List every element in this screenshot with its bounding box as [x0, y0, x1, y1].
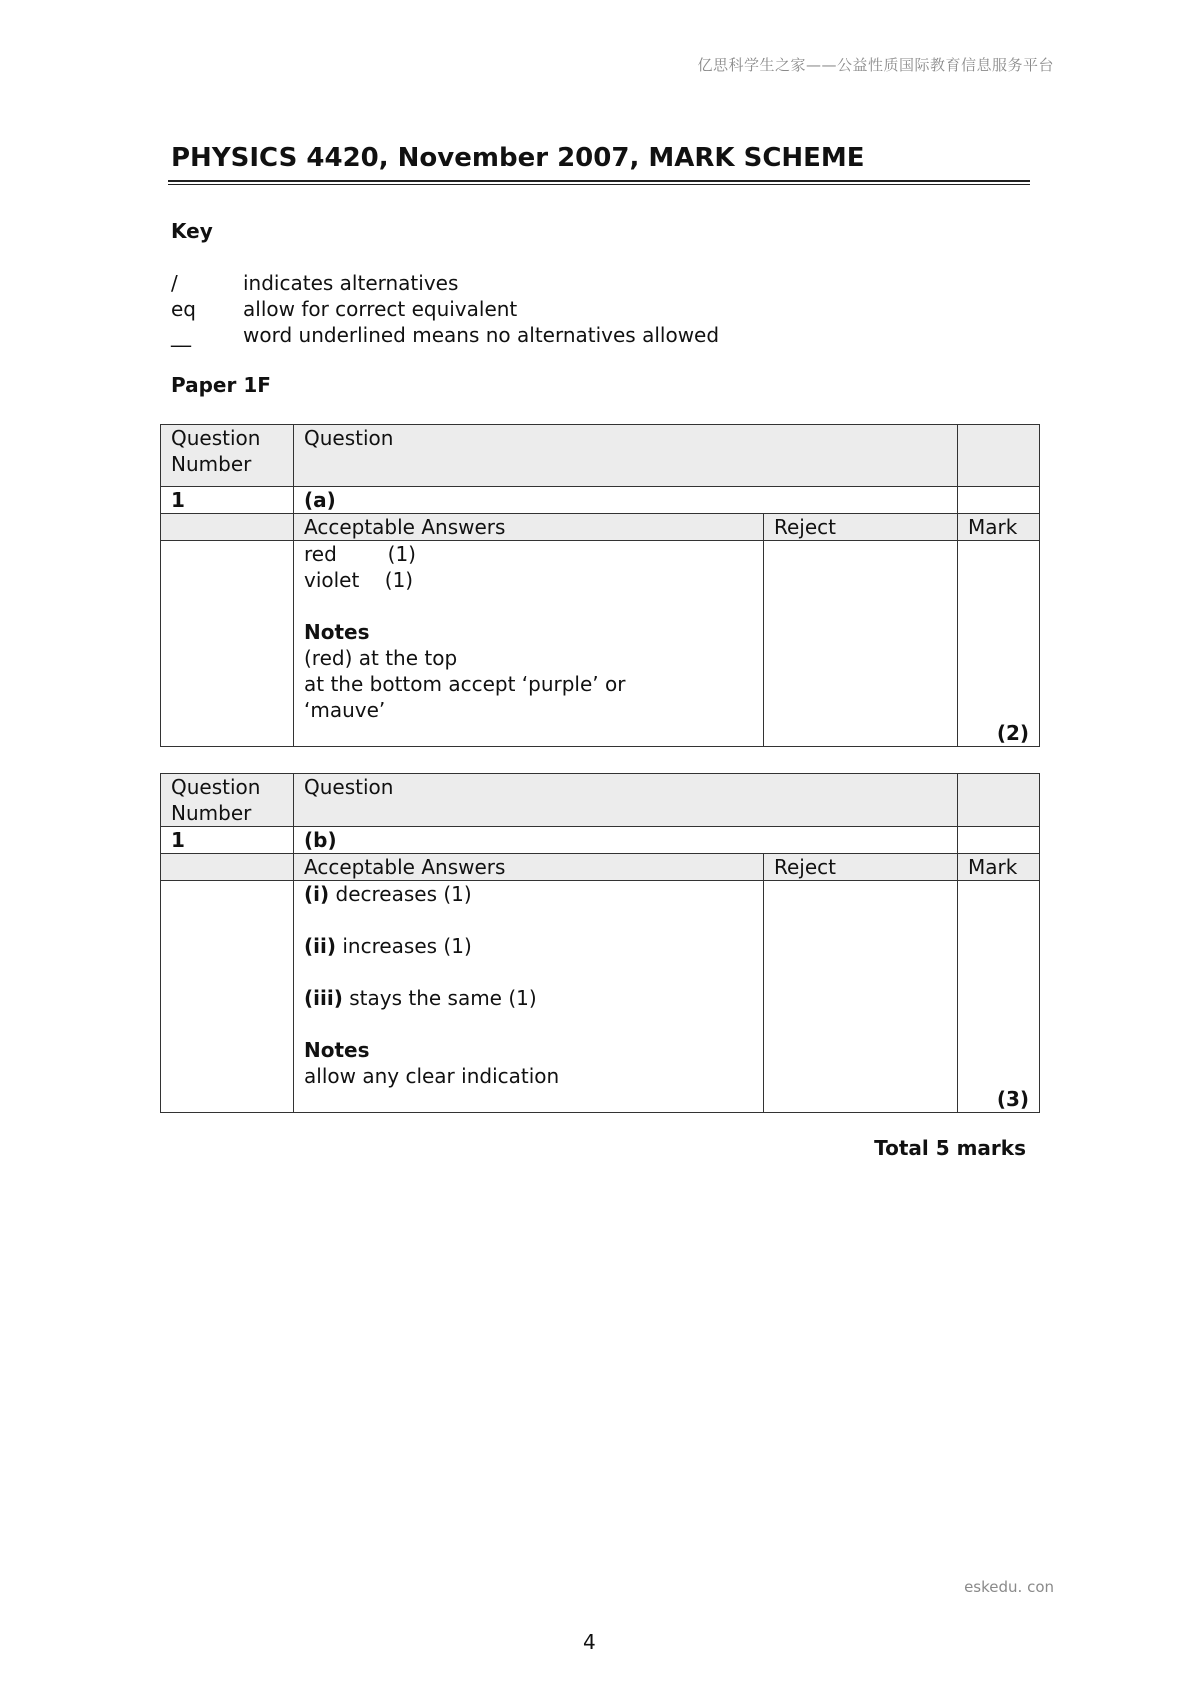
mark-cell [958, 541, 1040, 747]
page-number: 4 [583, 1630, 596, 1654]
answer-line: (i) decreases (1) [304, 882, 472, 906]
notes-label: Notes [304, 620, 370, 644]
key-symbol: eq [171, 297, 196, 321]
question-number-header: Question Number [161, 425, 294, 487]
question-number-header: Question Number [161, 774, 294, 827]
blank-header-cell [958, 774, 1040, 827]
title-rule-thick [168, 180, 1030, 182]
title-rule-thin [168, 184, 1030, 185]
blank-cell [958, 827, 1040, 854]
key-meaning: word underlined means no alternatives allowed [243, 323, 720, 347]
blank-cell [161, 541, 294, 747]
mark-header: Mark [958, 514, 1040, 541]
note-line: ‘mauve’ [304, 698, 386, 722]
answer-line: violet (1) [304, 568, 414, 592]
mark-cell [958, 881, 1040, 1113]
answer-line: (iii) stays the same (1) [304, 986, 537, 1010]
key-list [171, 270, 719, 348]
answers-header-row [161, 514, 1040, 541]
question-part: (a) [294, 487, 958, 514]
blank-cell [161, 854, 294, 881]
page-title: PHYSICS 4420, November 2007, MARK SCHEME [171, 143, 865, 173]
notes-label: Notes [304, 1038, 370, 1062]
reject-cell [764, 541, 958, 747]
acceptable-answers-header: Acceptable Answers [294, 514, 764, 541]
mark-value: (2) [996, 721, 1030, 745]
question-header: Question [294, 425, 958, 487]
answers-header-row [161, 854, 1040, 881]
table-header-row [161, 425, 1040, 487]
mark-header: Mark [958, 854, 1040, 881]
reject-header: Reject [764, 854, 958, 881]
total-marks: Total 5 marks [874, 1136, 1026, 1160]
blank-cell [161, 514, 294, 541]
answers-row [161, 541, 1040, 747]
blank-cell [958, 487, 1040, 514]
reject-header: Reject [764, 514, 958, 541]
note-line: (red) at the top [304, 646, 458, 670]
question-part: (b) [294, 827, 958, 854]
answer-line: (ii) increases (1) [304, 934, 472, 958]
note-line: at the bottom accept ‘purple’ or [304, 672, 626, 696]
reject-cell [764, 881, 958, 1113]
key-item [171, 296, 719, 322]
note-line: allow any clear indication [304, 1064, 560, 1088]
question-header: Question [294, 774, 958, 827]
paper-heading: Paper 1F [171, 373, 271, 397]
acceptable-answers-header: Acceptable Answers [294, 854, 764, 881]
question-id-row [161, 487, 1040, 514]
answer-line: red (1) [304, 542, 416, 566]
mark-table-1a [160, 424, 1040, 747]
key-meaning: indicates alternatives [243, 271, 459, 295]
key-symbol: / [171, 271, 178, 295]
key-symbol: __ [171, 323, 191, 347]
key-item [171, 270, 719, 296]
question-number: 1 [161, 487, 294, 514]
mark-table-1b [160, 773, 1040, 1113]
question-id-row [161, 827, 1040, 854]
watermark-text: 亿思科学生之家——公益性质国际教育信息服务平台 [697, 56, 1054, 74]
key-heading: Key [171, 219, 213, 243]
key-item [171, 322, 719, 348]
key-meaning: allow for correct equivalent [243, 297, 518, 321]
acceptable-answers-cell [294, 881, 764, 1113]
blank-cell [161, 881, 294, 1113]
question-number: 1 [161, 827, 294, 854]
blank-header-cell [958, 425, 1040, 487]
answers-row [161, 881, 1040, 1113]
mark-value: (3) [996, 1087, 1030, 1111]
acceptable-answers-cell [294, 541, 764, 747]
table-header-row [161, 774, 1040, 827]
footer-site-text: eskedu. con [964, 1578, 1054, 1596]
